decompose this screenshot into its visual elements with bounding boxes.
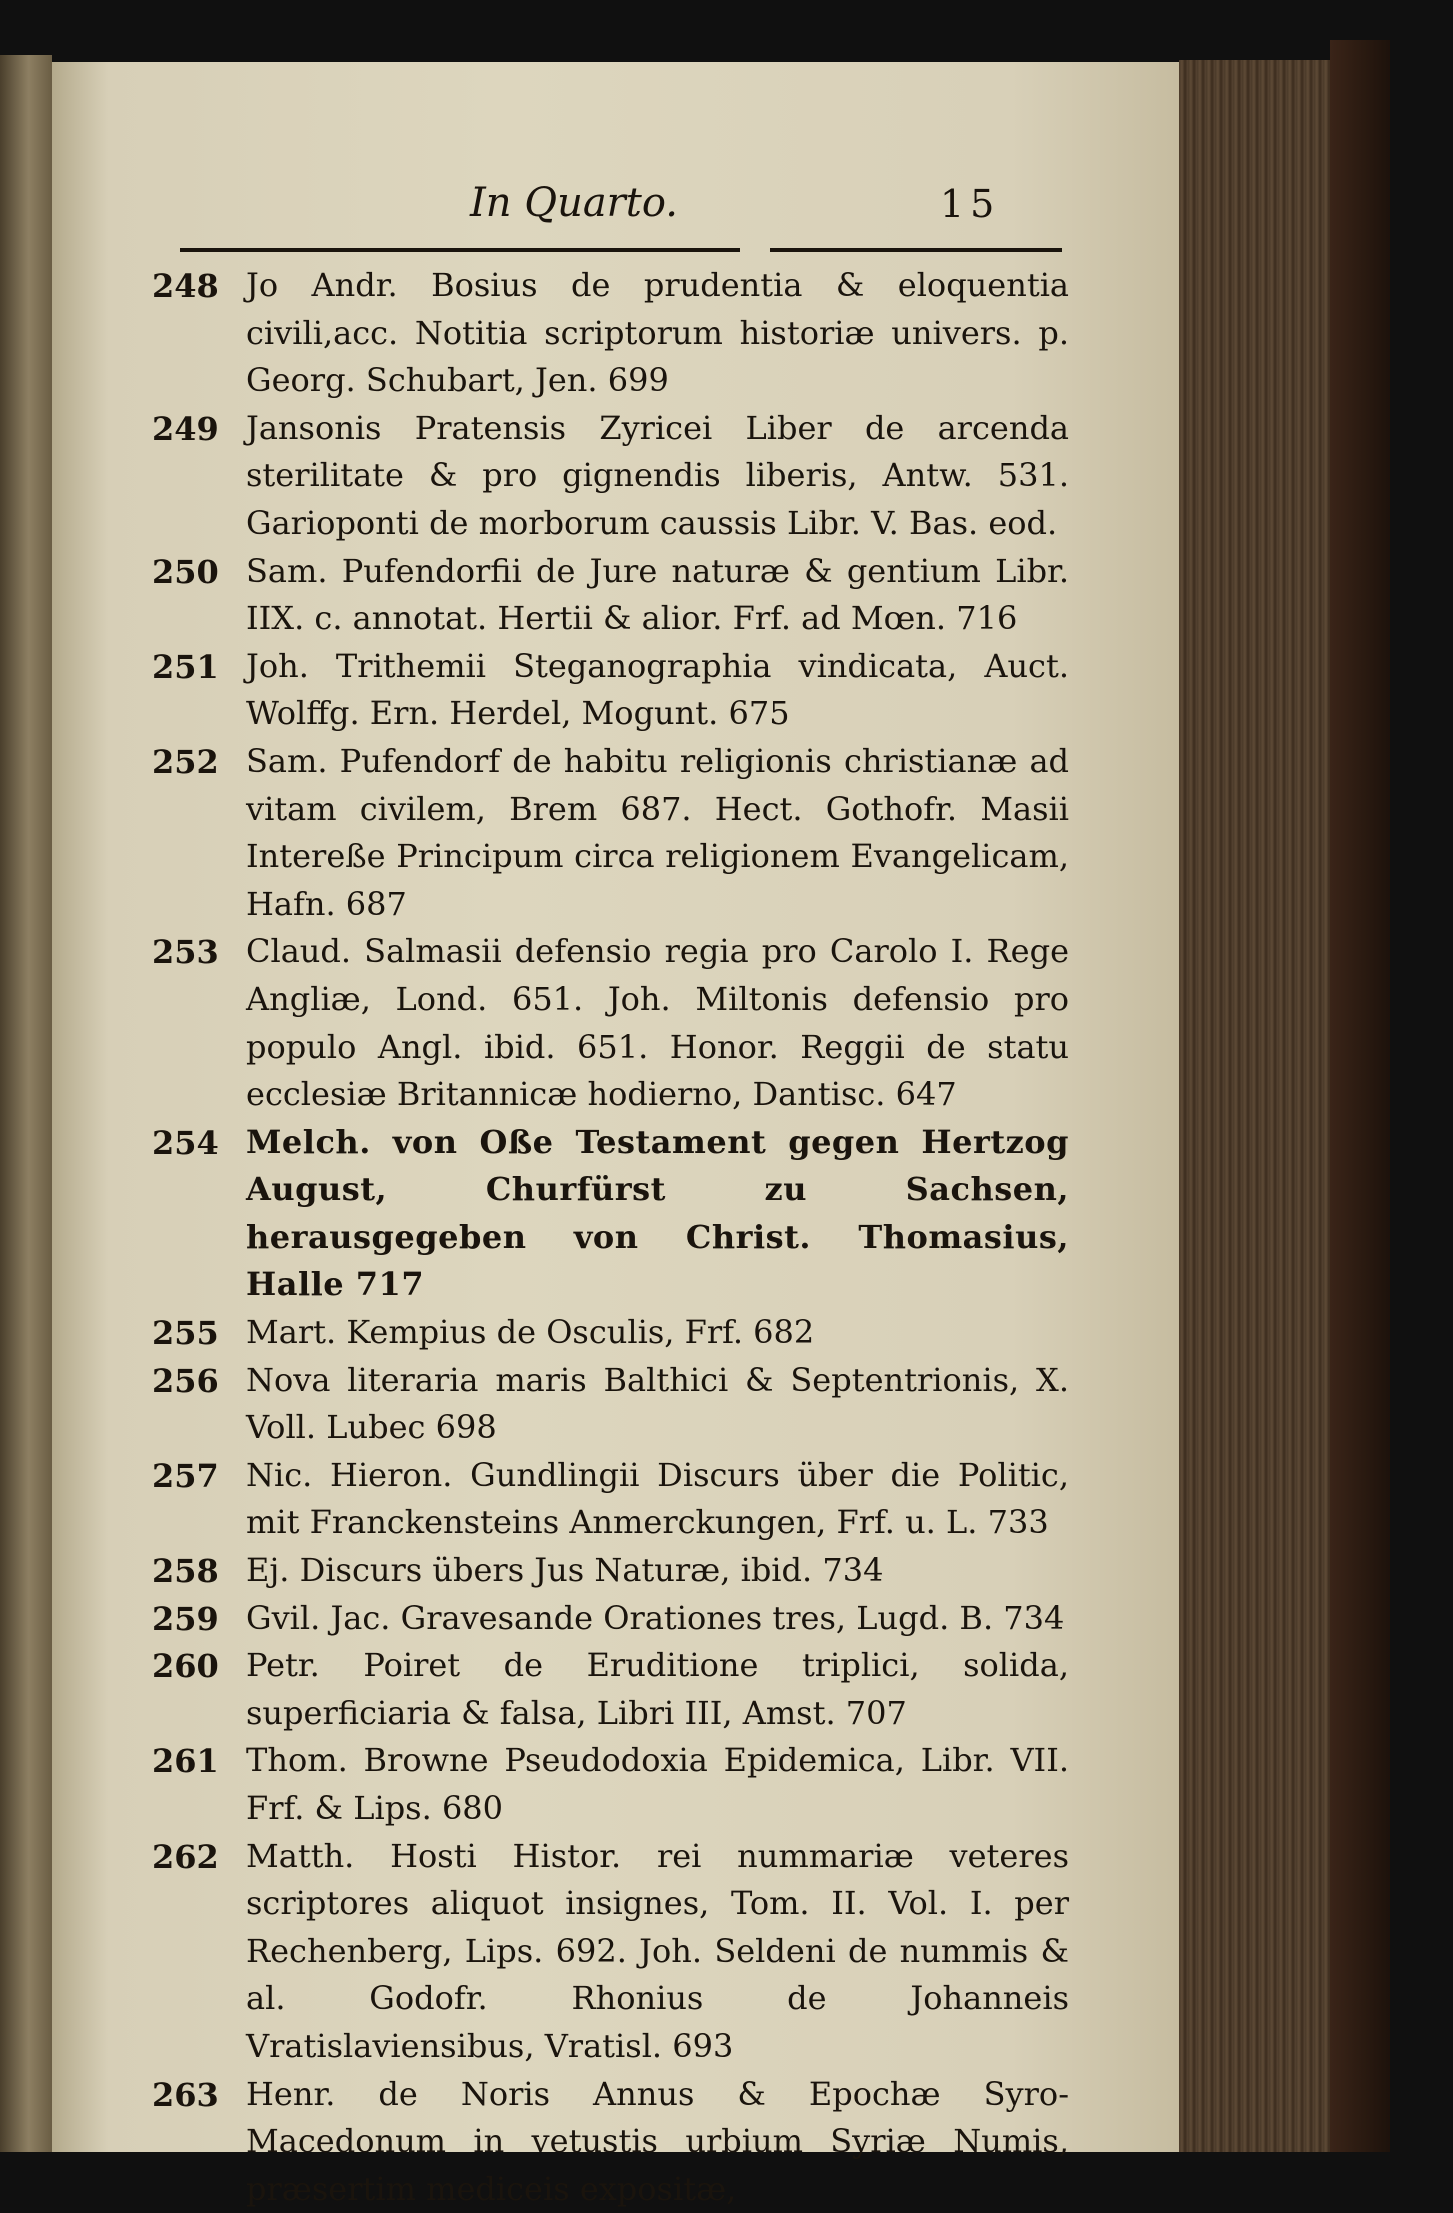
entry-text: Nic. Hieron. Gundlingii Discurs über die Politic, mit Franckensteins Anmerckungen, Frf. u. L. 733 [246, 1455, 1069, 1542]
catalog-entry [52, 1737, 1179, 1832]
catalog-entry [52, 1119, 1179, 1309]
catalog-entry [52, 548, 1179, 643]
catalog-entry [52, 1452, 1179, 1547]
entry-number: 248 [152, 267, 219, 305]
catalog-entry [52, 1595, 1179, 1643]
book-page [52, 62, 1179, 2208]
catalog-entry [52, 1309, 1179, 1357]
entry-text: Gvil. Jac. Gravesande Orationes tres, Lugd. B. 734 [246, 1598, 1065, 1637]
catalog-entry [52, 928, 1179, 1118]
entry-text: Ej. Discurs übers Jus Naturæ, ibid. 734 [246, 1551, 884, 1590]
catalog-entry [52, 738, 1179, 928]
catalog-entry [52, 405, 1179, 548]
entry-text: Jansonis Pratensis Zyricei Liber de arcenda sterilitate & pro gignendis liberis, Antw. 531. Garioponti de morborum caussis Libr. V. Bas. eod. [246, 408, 1069, 542]
entry-text: Petr. Poiret de Eruditione triplici, solida, superficiaria & falsa, Libri III, Amst. 707 [246, 1646, 1069, 1732]
entry-number: 260 [152, 1647, 219, 1686]
entry-number: 254 [152, 1123, 219, 1162]
page-number: 15 [940, 182, 1001, 226]
entry-text: Mart. Kempius de Osculis, Frf. 682 [246, 1313, 815, 1352]
entry-text: Henr. de Noris Annus & Epochæ Syro-Macedonum in vetustis urbium Syriæ Numis, præsertim mediceis expositæ, [246, 2074, 1069, 2208]
running-title: In Quarto. [470, 180, 678, 226]
entry-text: Jo Andr. Bosius de prudentia & eloquentia civili,acc. Notitia scriptorum historiæ univers. p. Georg. Schubart, Jen. 699 [246, 266, 1069, 400]
entry-text: Nova literaria maris Balthici & Septentrionis, X. Voll. Lubec 698 [246, 1360, 1069, 1447]
page-header [52, 180, 1179, 240]
previous-page-edge [0, 55, 52, 2152]
entry-number: 261 [152, 1742, 219, 1781]
entry-text: Thom. Browne Pseudodoxia Epidemica, Libr. VII. Frf. & Lips. 680 [246, 1741, 1069, 1827]
entry-text: Claud. Salmasii defensio regia pro Carolo I. Rege Angliæ, Lond. 651. Joh. Miltonis defensio pro populo Angl. ibid. 651. Honor. Reggii de statu ecclesiæ Britannicæ hodierno, Dantisc. 647 [246, 932, 1069, 1114]
entry-number: 258 [152, 1552, 219, 1591]
catalog-entry [52, 262, 1179, 405]
catalog-entry [52, 1357, 1179, 1452]
catalog-entry [52, 2071, 1179, 2213]
catalog-entry [52, 1642, 1179, 1737]
entry-number: 249 [152, 409, 219, 448]
book-cover-edge [1330, 40, 1390, 2152]
catalog-entry [52, 1547, 1179, 1595]
entry-text: Sam. Pufendorf de habitu religionis christianæ ad vitam civilem, Brem 687. Hect. Gothofr. Masii Intereße Principum circa religionem Evangelicam, Hafn. 687 [246, 741, 1069, 923]
entry-text: Joh. Trithemii Steganographia vindicata, Auct. Wolffg. Ern. Herdel, Mogunt. 675 [246, 646, 1069, 733]
catalog-entry [52, 1833, 1179, 2071]
entry-text: Sam. Pufendorfii de Jure naturæ & gentium Libr. IIX. c. annotat. Hertii & alior. Frf. ad Mœn. 716 [246, 551, 1069, 638]
entry-text: Melch. von Oße Testament gegen Hertzog August, Churfürst zu Sachsen, herausgegeben von Christ. Thomasius, Halle 717 [246, 1122, 1069, 1304]
header-rule-right [770, 248, 1062, 252]
entry-number: 257 [152, 1456, 219, 1495]
entry-number: 263 [152, 2075, 219, 2114]
entry-number: 259 [152, 1599, 219, 1638]
catalog-entry [52, 643, 1179, 738]
entry-number: 255 [152, 1314, 219, 1353]
catalog-entries [52, 262, 1179, 2213]
entry-number: 250 [152, 552, 219, 591]
entry-text: Matth. Hosti Histor. rei nummariæ veteres scriptores aliquot insignes, Tom. II. Vol. I. per Rechenberg, Lips. 692. Joh. Seldeni de nummis & al. Godofr. Rhonius de Johanneis Vratislaviensibus, Vratisl. 693 [246, 1836, 1069, 2065]
header-rule-left [180, 248, 740, 252]
entry-number: 256 [152, 1361, 219, 1400]
entry-number: 253 [152, 933, 219, 972]
entry-number: 252 [152, 742, 219, 781]
entry-number: 262 [152, 1837, 219, 1876]
entry-number: 251 [152, 647, 219, 686]
